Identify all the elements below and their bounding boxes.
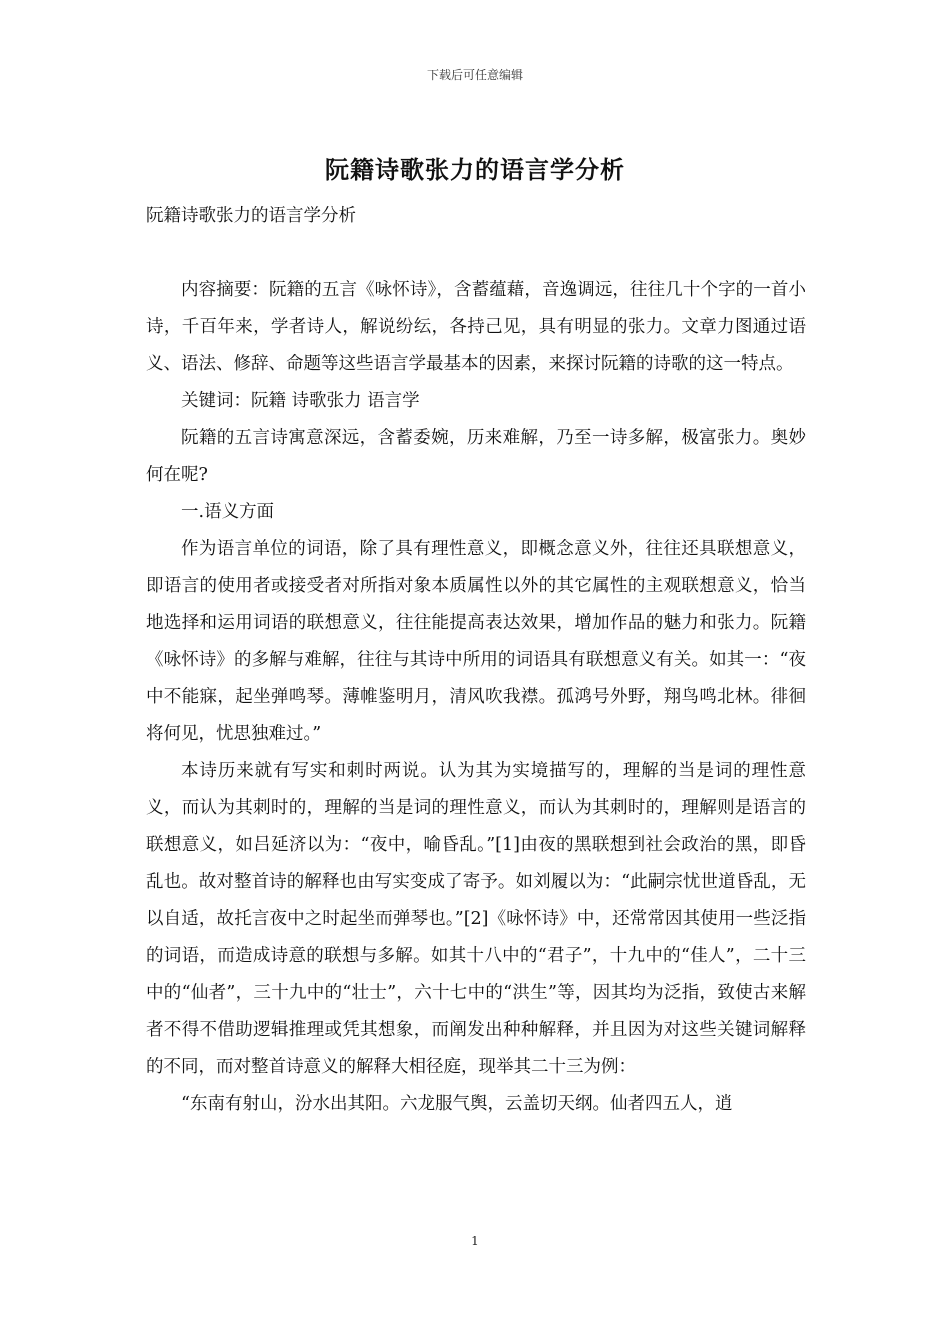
- keywords-paragraph: 关键词：阮籍 诗歌张力 语言学: [181, 391, 420, 411]
- section-heading-semantics: 一.语义方面: [181, 502, 275, 522]
- document-body: [146, 198, 806, 1123]
- intro-paragraph: 阮籍的五言诗寓意深远，含蓄委婉，历来难解，乃至一诗多解，极富张力。奥妙何在呢?: [146, 428, 806, 485]
- document-title: 阮籍诗歌张力的语言学分析: [325, 156, 625, 184]
- abstract-paragraph: 内容摘要：阮籍的五言《咏怀诗》，含蓄蕴藉，音逸调远，往往几十个字的一首小诗，千百年来，学者诗人，解说纷纭，各持己见，具有明显的张力。文章力图通过语义、语法、修辞、命题等这些语言学最基本的因素，来探讨阮籍的诗歌的这一特点。: [146, 280, 806, 374]
- body-paragraph: “东南有射山，汾水出其阳。六龙服气舆，云盖切天纲。仙者四五人，逍: [181, 1094, 733, 1114]
- header-note: 下载后可任意编辑: [426, 68, 523, 82]
- page-number: 1: [471, 1234, 479, 1248]
- body-paragraph: 本诗历来就有写实和刺时两说。认为其为实境描写的，理解的当是词的理性意义，而认为其刺时的，理解的当是词的理性意义，而认为其刺时的，理解则是语言的联想意义，如吕延济以为：“夜中，喻昏乱。”[1]由夜的黑联想到社会政治的黑，即昏乱也。故对整首诗的解释也由写实变成了寄予。如刘履以为：“此嗣宗忧世道昏乱，无以自适，故托言夜中之时起坐而弹琴也。”[2]《咏怀诗》中，还常常因其使用一些泛指的词语，而造成诗意的联想与多解。如其十八中的“君子”，十九中的“佳人”，二十三中的“仙者”，三十九中的“壮士”，六十七中的“洪生”等，因其均为泛指，致使古来解者不得不借助逻辑推理或凭其想象，而阐发出种种解释，并且因为对这些关键词解释的不同，而对整首诗意义的解释大相径庭，现举其二十三为例：: [146, 761, 806, 1077]
- body-paragraph: 作为语言单位的词语，除了具有理性意义，即概念意义外，往往还具联想意义，即语言的使用者或接受者对所指对象本质属性以外的其它属性的主观联想意义，恰当地选择和运用词语的联想意义，往往能提高表达效果，增加作品的魅力和张力。阮籍《咏怀诗》的多解与难解，往往与其诗中所用的词语具有联想意义有关。如其一：“夜中不能寐，起坐弹鸣琴。薄帷鉴明月，清风吹我襟。孤鸿号外野，翔鸟鸣北林。徘徊将何见，忧思独难过。”: [146, 539, 806, 744]
- document-subtitle: 阮籍诗歌张力的语言学分析: [146, 206, 356, 226]
